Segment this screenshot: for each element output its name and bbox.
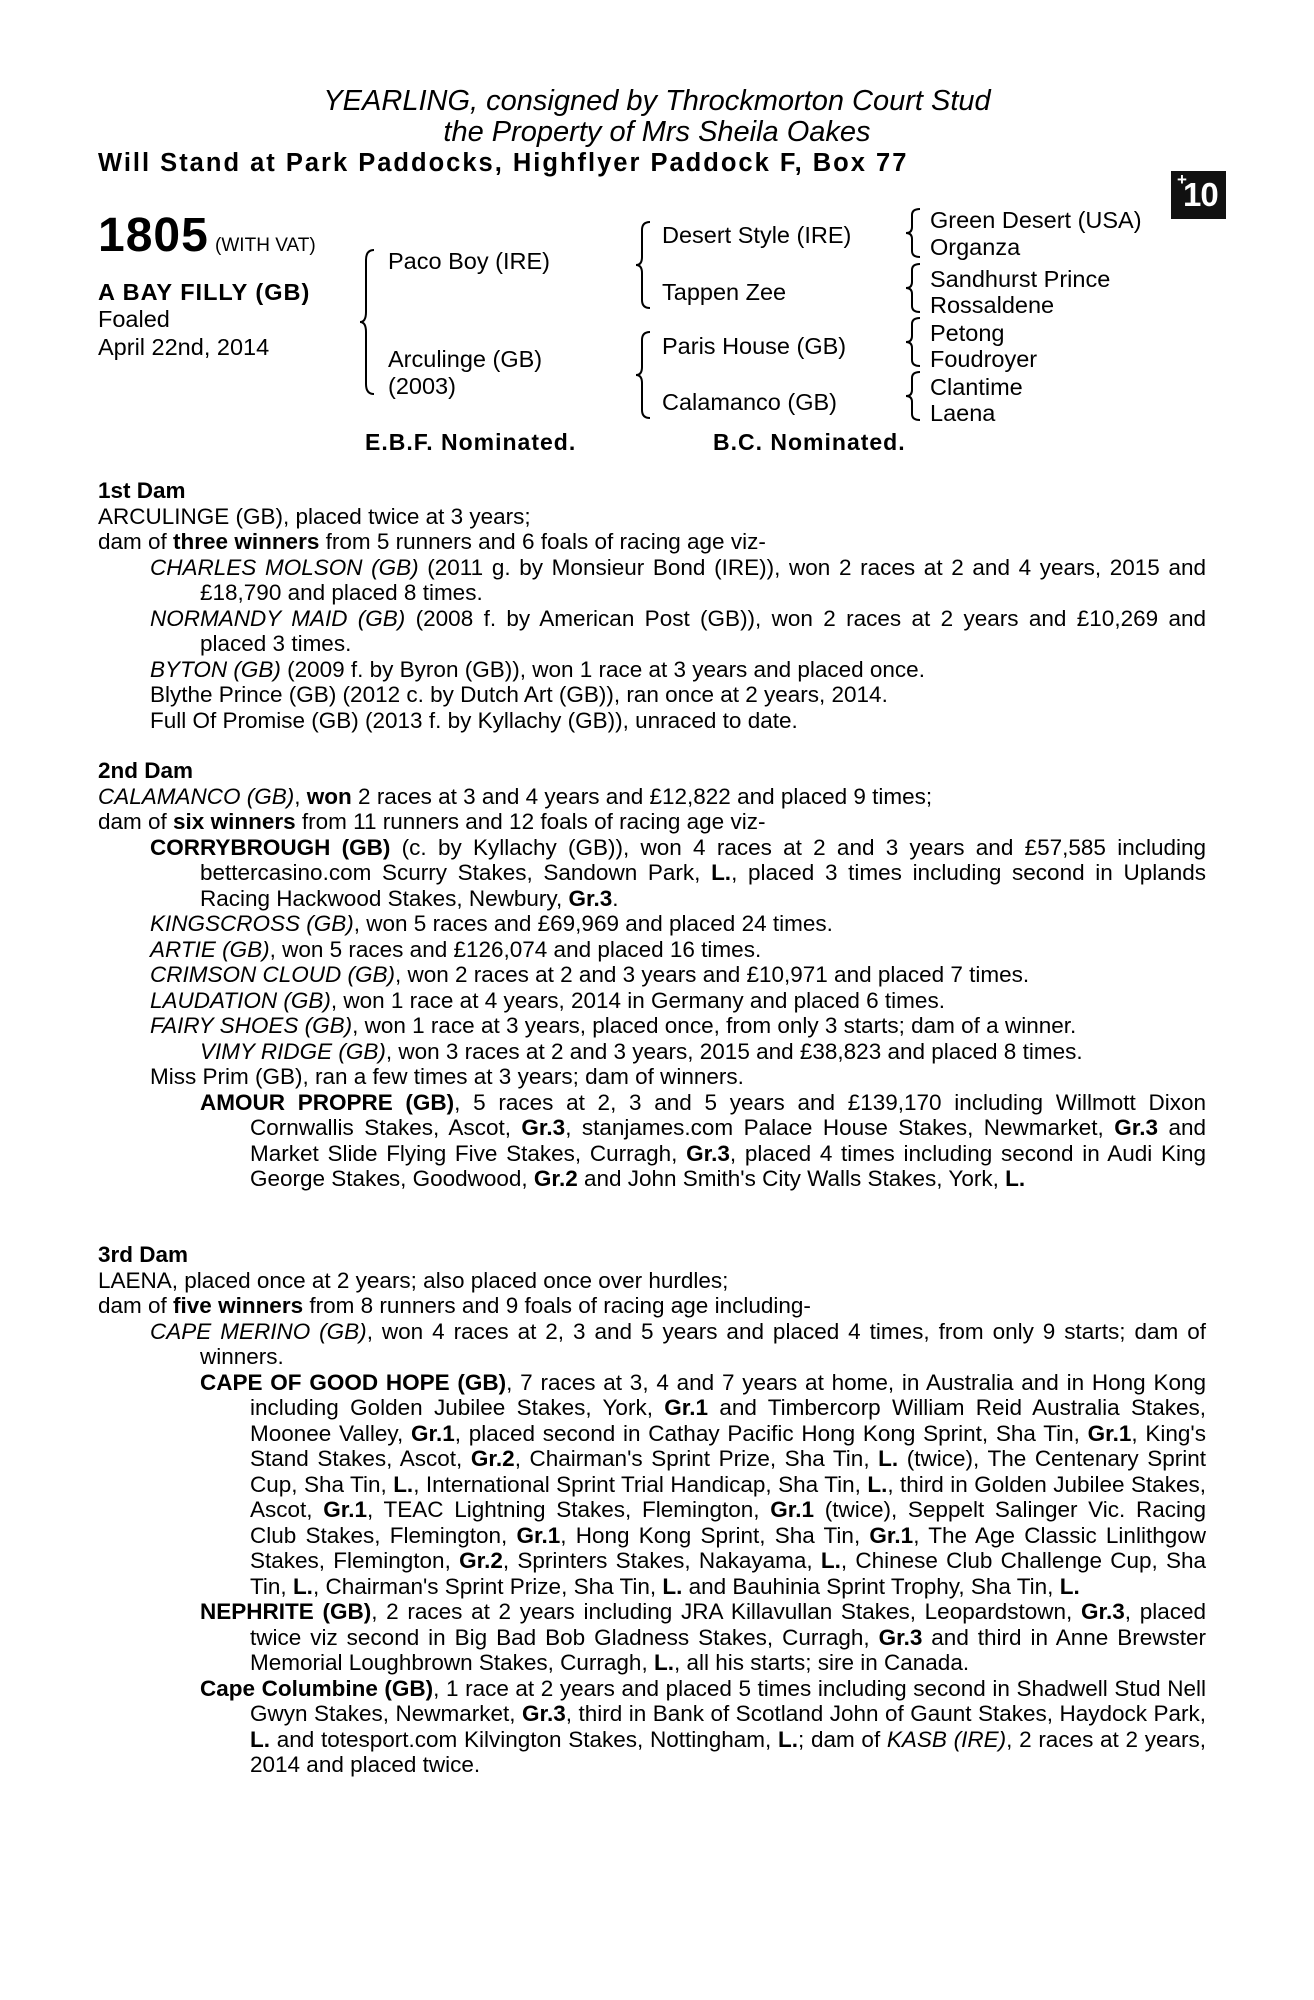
dam-dam: Calamanco (GB) [662, 389, 837, 415]
ggp-7: Clantime [930, 374, 1023, 400]
produce-entry: AMOUR PROPRE (GB), 5 races at 2, 3 and 5 years and £139,170 including Willmott Dixon Cornwallis Stakes, Ascot, Gr.3, stanjames.com Palace House Stakes, Newmarket, Gr.3 and Market Slide Flying Five Stakes, Curragh, Gr.3, placed 4 times including second in Audi King George Stakes, Goodwood, Gr.2 and John Smith's City Walls Stakes, York, L. [200, 1089, 1207, 1191]
produce-entry: CORRYBROUGH (GB) (c. by Kyllachy (GB)), won 4 races at 2 and 3 years and £57,585 including bettercasino.com Scurry Stakes, Sandown Park, L., placed 3 times including second in Uplands Racing Hackwood Stakes, Newbury, Gr.3. [150, 834, 1207, 911]
produce-entry: FAIRY SHOES (GB), won 1 race at 3 years, placed once, from only 3 starts; dam of a winner. [150, 1013, 1077, 1038]
vat-note: (WITH VAT) [215, 235, 316, 256]
third-dam-produce-summary: dam of five winners from 8 runners and 9 foals of racing age including- [98, 1293, 811, 1318]
first-dam-section [98, 478, 1206, 733]
second-dam-title: 2nd Dam [98, 758, 194, 783]
produce-entry: CAPE MERINO (GB), won 4 races at 2, 3 and 5 years and placed 4 times, from only 9 starts; dam of winners. [150, 1318, 1206, 1369]
owner-line: the Property of Mrs Sheila Oakes [443, 116, 871, 148]
pedigree-bracket-main [360, 248, 380, 396]
first-dam-title: 1st Dam [98, 478, 186, 503]
second-dam-line: CALAMANCO (GB), won 2 races at 3 and 4 years and £12,822 and placed 9 times; [98, 783, 933, 809]
sire-sire: Desert Style (IRE) [662, 222, 852, 248]
produce-entry: BYTON (GB) (2009 f. by Byron (GB)), won 1 race at 3 years and placed once. [150, 656, 925, 682]
produce-entry: KINGSCROSS (GB), won 5 races and £69,969 and placed 24 times. [150, 911, 833, 936]
consignment-line: YEARLING, consigned by Throckmorton Court Stud [323, 85, 991, 117]
produce-entry: Miss Prim (GB), ran a few times at 3 years; dam of winners. [150, 1064, 744, 1089]
location-line: Will Stand at Park Paddocks, Highflyer Paddock F, Box 77 [98, 149, 909, 177]
ebf-nominated: E.B.F. Nominated. [365, 429, 577, 455]
dam-sire: Paris House (GB) [662, 333, 847, 359]
second-dam-section [98, 758, 1206, 1192]
foaled-date: April 22nd, 2014 [98, 334, 270, 360]
third-dam-line: LAENA, placed once at 2 years; also placed once over hurdles; [98, 1267, 729, 1293]
second-dam-produce-summary: dam of six winners from 11 runners and 12 foals of racing age viz- [98, 809, 766, 834]
pedigree-bracket-dam [636, 330, 654, 420]
bc-nominated: B.C. Nominated. [713, 429, 906, 455]
badge-plus: + [1177, 170, 1187, 189]
ggp-6: Foudroyer [930, 346, 1038, 372]
ggp-2: Organza [930, 234, 1021, 260]
ggp-4: Rossaldene [930, 292, 1055, 318]
dam-year: (2003) [388, 373, 456, 399]
produce-entry: Cape Columbine (GB), 1 race at 2 years and placed 5 times including second in Shadwell Stud Nell Gwyn Stakes, Newmarket, Gr.3, third in Bank of Scotland John of Gaunt Stakes, Haydock Park, L. and totesport.com Kilvington Stakes, Nottingham, L.; dam of KASB (IRE), 2 races at 2 years, 2014 and placed twice. [200, 1675, 1207, 1777]
produce-entry: Full Of Promise (GB) (2013 f. by Kyllachy (GB)), unraced to date. [150, 707, 798, 733]
produce-entry: ARTIE (GB), won 5 races and £126,074 and placed 16 times. [150, 936, 762, 962]
third-dam-title: 3rd Dam [98, 1242, 189, 1267]
ggp-1: Green Desert (USA) [930, 207, 1142, 233]
produce-entry: NORMANDY MAID (GB) (2008 f. by American Post (GB)), won 2 races at 2 years and £10,269 and placed 3 times. [150, 605, 1207, 656]
produce-entry: CHARLES MOLSON (GB) (2011 g. by Monsieur Bond (IRE)), won 2 races at 2 and 4 years, 2015 and £18,790 and placed 8 times. [150, 554, 1206, 605]
lot-number: 1805 [98, 209, 209, 262]
first-dam-produce-summary: dam of three winners from 5 runners and 6 foals of racing age viz- [98, 529, 766, 554]
sale-badge-icon [1171, 171, 1226, 219]
produce-entry: LAUDATION (GB), won 1 race at 4 years, 2014 in Germany and placed 6 times. [150, 987, 945, 1013]
lot-number-block [98, 209, 316, 262]
badge-number: 10 [1183, 176, 1218, 213]
foaled-label: Foaled [98, 306, 170, 332]
lot-title: A BAY FILLY (GB) [98, 279, 311, 305]
dam-name: Arculinge (GB) [388, 346, 543, 372]
ggp-5: Petong [930, 320, 1005, 346]
third-dam-section [98, 1242, 1206, 1778]
produce-entry: CAPE OF GOOD HOPE (GB), 7 races at 3, 4 and 7 years at home, in Australia and in Hong Kong including Golden Jubilee Stakes, York, Gr.1 and Timbercorp William Reid Australia Stakes, Moonee Valley, Gr.1, placed second in Cathay Pacific Hong Kong Sprint, Sha Tin, Gr.1, King's Stand Stakes, Ascot, Gr.2, Chairman's Sprint Prize, Sha Tin, L. (twice), The Centenary Sprint Cup, Sha Tin, L., International Sprint Trial Handicap, Sha Tin, L., third in Golden Jubilee Stakes, Ascot, Gr.1, TEAC Lightning Stakes, Flemington, Gr.1 (twice), Seppelt Salinger Vic. Racing Club Stakes, Flemington, Gr.1, Hong Kong Sprint, Sha Tin, Gr.1, The Age Classic Linlithgow Stakes, Flemington, Gr.2, Sprinters Stakes, Nakayama, L., Chinese Club Challenge Cup, Sha Tin, L., Chairman's Sprint Prize, Sha Tin, L. and Bauhinia Sprint Trophy, Sha Tin, L. [200, 1369, 1207, 1599]
first-dam-line: ARCULINGE (GB), placed twice at 3 years; [98, 503, 531, 529]
produce-entry: CRIMSON CLOUD (GB), won 2 races at 2 and 3 years and £10,971 and placed 7 times. [150, 962, 1030, 987]
produce-entry: Blythe Prince (GB) (2012 c. by Dutch Art (GB)), ran once at 2 years, 2014. [150, 682, 888, 707]
sire-dam: Tappen Zee [662, 279, 787, 305]
sire: Paco Boy (IRE) [388, 248, 550, 274]
ggp-8: Laena [930, 400, 996, 426]
produce-entry: NEPHRITE (GB), 2 races at 2 years including JRA Killavullan Stakes, Leopardstown, Gr.3, placed twice viz second in Big Bad Bob Gladness Stakes, Curragh, Gr.3 and third in Anne Brewster Memorial Loughbrown Stakes, Curragh, L., all his starts; sire in Canada. [200, 1599, 1206, 1675]
pedigree-bracket-ggp [906, 207, 924, 427]
produce-entry: VIMY RIDGE (GB), won 3 races at 2 and 3 years, 2015 and £38,823 and placed 8 times. [200, 1038, 1083, 1064]
ggp-3: Sandhurst Prince [930, 266, 1111, 292]
pedigree-bracket-sire [636, 220, 654, 310]
